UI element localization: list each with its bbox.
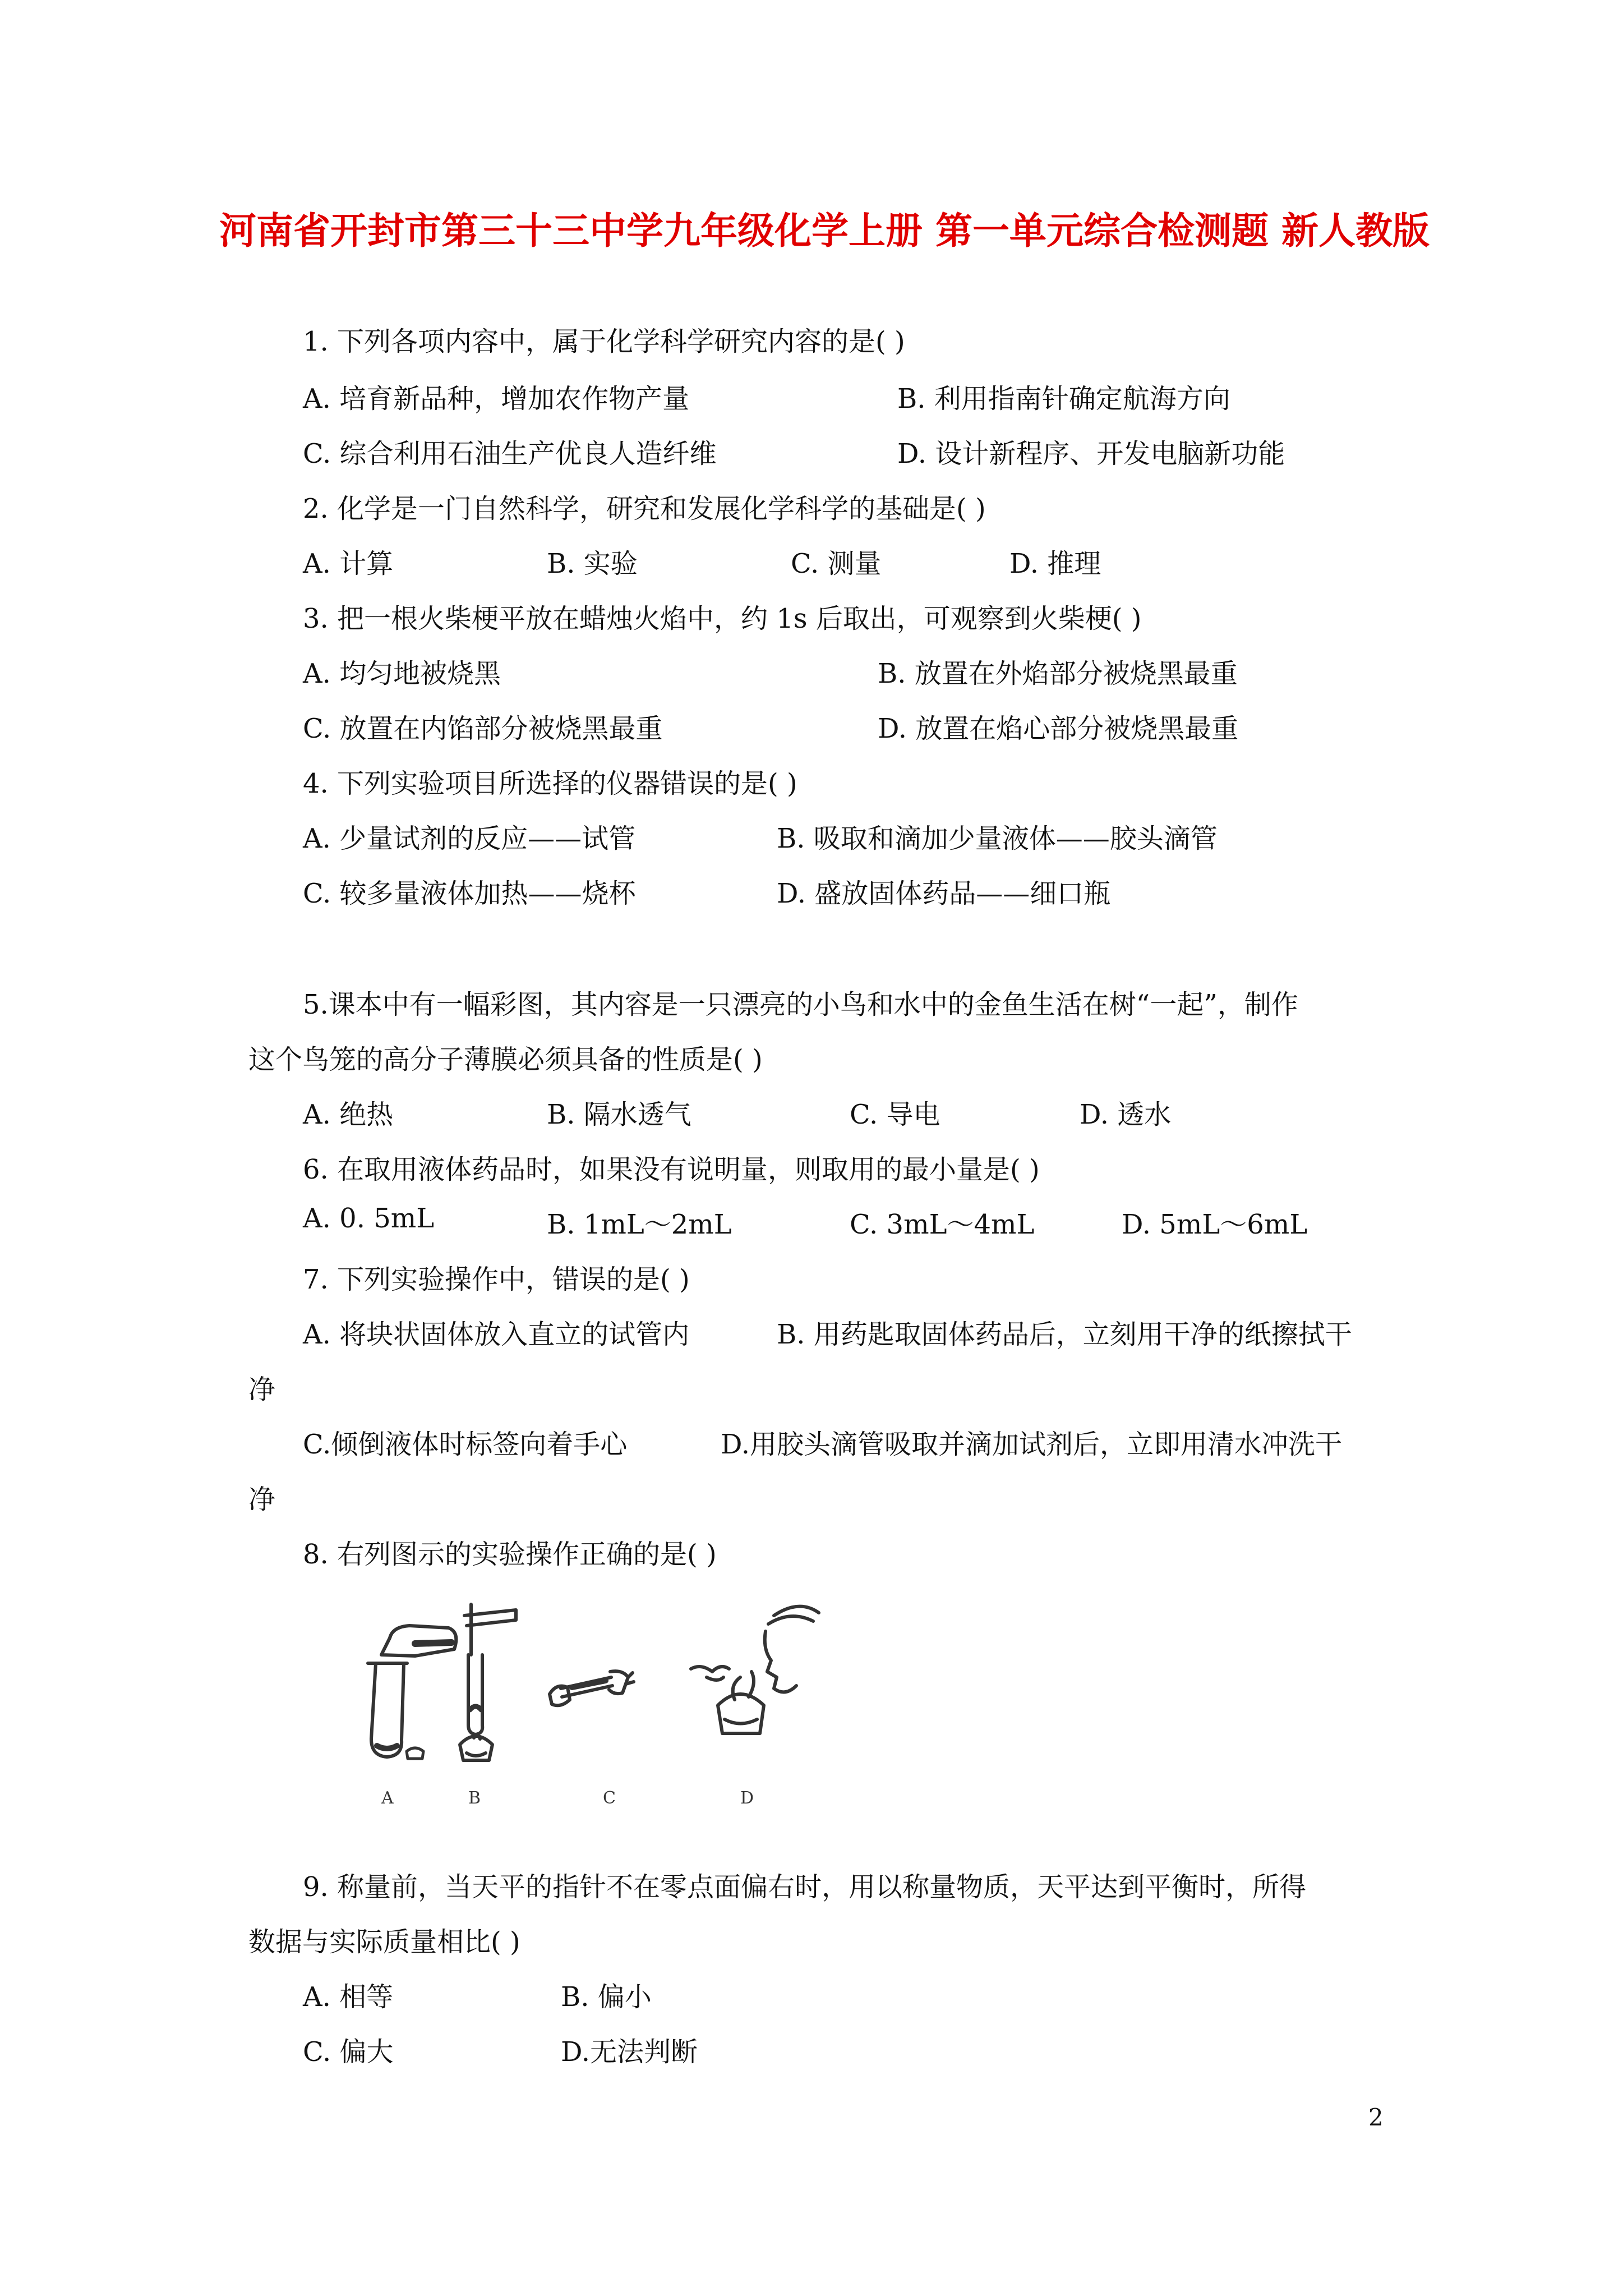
option-7b-cont: 净: [248, 1374, 276, 1405]
option-4b: B. 吸取和滴加少量液体——胶头滴管: [777, 823, 1218, 854]
option-9a: A. 相等: [303, 1981, 394, 2013]
option-5b: B. 隔水透气: [547, 1099, 691, 1130]
question-8: 8. 右列图示的实验操作正确的是( ): [303, 1539, 717, 1570]
option-6a: A. 0. 5mL: [303, 1203, 435, 1234]
option-9d: D.无法判断: [561, 2036, 698, 2068]
figure-label-b: B: [468, 1788, 481, 1808]
page-title: 河南省开封市第三十三中学九年级化学上册 第一单元综合检测题 新人教版: [219, 209, 1430, 252]
option-3b: B. 放置在外焰部分被烧黑最重: [878, 658, 1238, 689]
question-5-cont: 这个鸟笼的高分子薄膜必须具备的性质是( ): [248, 1044, 763, 1075]
option-2b: B. 实验: [547, 548, 638, 579]
option-7a: A. 将块状固体放入直立的试管内: [303, 1319, 690, 1350]
question-1: 1. 下列各项内容中，属于化学科学研究内容的是( ): [303, 326, 905, 357]
option-3a: A. 均匀地被烧黑: [303, 658, 501, 689]
question-4: 4. 下列实验项目所选择的仪器错误的是( ): [303, 768, 797, 799]
figure-d-drawing: [691, 1607, 819, 1733]
lab-operations-figure: [348, 1593, 830, 1812]
option-2c: C. 测量: [791, 548, 882, 579]
option-1c: C. 综合利用石油生产优良人造纤维: [303, 438, 717, 470]
question-6: 6. 在取用液体药品时，如果没有说明量，则取用的最小量是( ): [303, 1154, 1040, 1185]
option-2a: A. 计算: [303, 548, 394, 579]
question-7: 7. 下列实验操作中，错误的是( ): [303, 1264, 690, 1295]
option-3d: D. 放置在焰心部分被烧黑最重: [878, 713, 1239, 744]
question-9: 9. 称量前，当天平的指针不在零点面偏右时，用以称量物质，天平达到平衡时，所得: [303, 1871, 1307, 1903]
option-7c: C.倾倒液体时标签向着手心: [303, 1429, 628, 1460]
question-2: 2. 化学是一门自然科学，研究和发展化学科学的基础是( ): [303, 493, 986, 524]
option-5a: A. 绝热: [303, 1099, 394, 1130]
option-7b: B. 用药匙取固体药品后，立刻用干净的纸擦拭干: [777, 1319, 1352, 1350]
option-6b: B. 1mL～2mL: [547, 1209, 732, 1240]
option-3c: C. 放置在内馅部分被烧黑最重: [303, 713, 663, 744]
figure-label-d: D: [740, 1788, 754, 1808]
figure-label-a: A: [381, 1788, 394, 1808]
figure-c-drawing: [550, 1671, 634, 1705]
figure-label-c: C: [603, 1788, 616, 1808]
question-3: 3. 把一根火柴梗平放在蜡烛火焰中，约 1s 后取出，可观察到火柴梗( ): [303, 603, 1142, 634]
option-5d: D. 透水: [1080, 1099, 1172, 1130]
page-number: 2: [1368, 2104, 1384, 2131]
option-5c: C. 导电: [850, 1099, 940, 1130]
option-2d: D. 推理: [1009, 548, 1101, 579]
option-1d: D. 设计新程序、开发电脑新功能: [897, 438, 1285, 470]
option-4d: D. 盛放固体药品——细口瓶: [777, 878, 1111, 909]
option-1a: A. 培育新品种，增加农作物产量: [303, 383, 690, 415]
question-9-cont: 数据与实际质量相比( ): [248, 1926, 520, 1958]
option-9b: B. 偏小: [561, 1981, 652, 2013]
figure-a-drawing: [368, 1626, 456, 1759]
question-5: 5.课本中有一幅彩图，其内容是一只漂亮的小鸟和水中的金鱼生活在树“一起”，制作: [303, 989, 1298, 1020]
option-4a: A. 少量试剂的反应——试管: [303, 823, 636, 854]
option-9c: C. 偏大: [303, 2036, 394, 2068]
option-7d-cont: 净: [248, 1484, 276, 1515]
option-7d: D.用胶头滴管吸取并滴加试剂后，立即用清水冲洗干: [721, 1429, 1343, 1460]
option-1b: B. 利用指南针确定航海方向: [897, 383, 1230, 415]
option-6d: D. 5mL～6mL: [1122, 1209, 1308, 1240]
option-4c: C. 较多量液体加热——烧杯: [303, 878, 636, 909]
option-6c: C. 3mL～4mL: [850, 1209, 1035, 1240]
figure-b-drawing: [460, 1604, 516, 1760]
